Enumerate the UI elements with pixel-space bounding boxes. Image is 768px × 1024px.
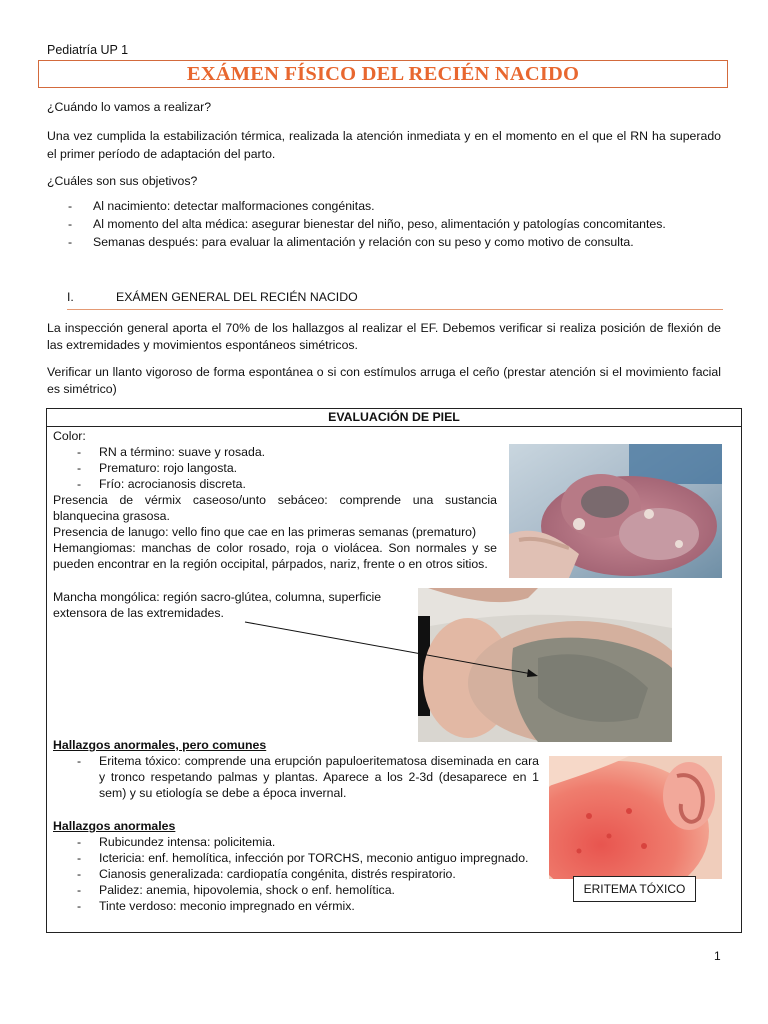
section-paragraph-2: Verificar un llanto vigoroso de forma espontánea o si con estímulos arruga el ceño (prestar atención si el movimiento facial es simétrico)	[47, 365, 721, 396]
list-item: - Semanas después: para evaluar la alimentación y relación con su peso y como motivo de consulta.	[68, 235, 634, 249]
list-item: - Al nacimiento: detectar malformaciones congénitas.	[68, 199, 375, 213]
newborn-vernix-photo	[509, 444, 722, 578]
question-objectives: ¿Cuáles son sus objetivos?	[47, 174, 198, 188]
section-paragraph-1: La inspección general aporta el 70% de los hallazgos al realizar el EF. Debemos verificar si realiza posición de flexión de las extremidades y movimientos espontáneos simétricos.	[47, 321, 721, 352]
list-item: - Prematuro: rojo langosta.	[77, 461, 238, 475]
color-label: Color:	[53, 429, 86, 443]
color-list	[53, 444, 513, 492]
list-item: - Ictericia: enf. hemolítica, infección por TORCHS, meconio antiguo impregnado.	[77, 851, 529, 865]
page-number: 1	[714, 949, 721, 963]
section-title: EXÁMEN GENERAL DEL RECIÉN NACIDO	[116, 290, 358, 304]
list-item: - Frío: acrocianosis discreta.	[77, 477, 246, 491]
abnormal-findings-title: Hallazgos anormales	[53, 819, 176, 833]
lanugo-text: Presencia de lanugo: vello fino que cae en las primeras semanas (prematuro)	[53, 525, 477, 539]
common-findings-title: Hallazgos anormales, pero comunes	[53, 738, 267, 752]
hemangiomas-text: Hemangiomas: manchas de color rosado, roja o violácea. Son normales y se pueden encontrar en la región occipital, párpados, nariz, frente o en otros sitios.	[53, 541, 497, 571]
list-item: - Al momento del alta médica: asegurar bienestar del niño, peso, alimentación y patologías concomitantes.	[68, 217, 666, 231]
list-item: - Eritema tóxico: comprende una erupción papuloeritematosa diseminada en cara y tronco respetando palmas y plantas. Aparece a los 2-3d (desaparece en 1 sem) y su etiología se debe a época invernal.	[77, 754, 539, 800]
answer-when: Una vez cumplida la estabilización térmica, realizada la atención inmediata y en el momento en el que el RN ha superado el primer período de adaptación del parto.	[47, 129, 721, 161]
page-title: EXÁMEN FÍSICO DEL RECIÉN NACIDO	[38, 60, 728, 88]
header-label: Pediatría UP 1	[47, 43, 129, 57]
table-header: EVALUACIÓN DE PIEL	[47, 409, 741, 427]
section-number: I.	[67, 290, 74, 304]
list-item: - Rubicundez intensa: policitemia.	[77, 835, 276, 849]
list-item: - Tinte verdoso: meconio impregnado en vérmix.	[77, 899, 355, 913]
abnormal-findings-list	[53, 834, 539, 914]
list-item: - Palidez: anemia, hipovolemia, shock o enf. hemolítica.	[77, 883, 395, 897]
mongolica-text: Mancha mongólica: región sacro-glútea, columna, superficie extensora de las extremidades.	[53, 590, 382, 620]
common-findings-list	[53, 753, 539, 801]
section-heading	[67, 289, 723, 310]
list-item: - RN a término: suave y rosada.	[77, 445, 266, 459]
list-item: - Cianosis generalizada: cardiopatía congénita, distrés respiratorio.	[77, 867, 456, 881]
pointer-arrow	[240, 615, 550, 685]
photo-caption: ERITEMA TÓXICO	[573, 876, 696, 902]
objectives-list	[47, 198, 721, 252]
question-when: ¿Cuándo lo vamos a realizar?	[47, 100, 212, 114]
vermix-text: Presencia de vérmix caseoso/unto sebáceo: comprende una sustancia blanquecina grasosa.	[53, 493, 497, 523]
erythema-toxicum-photo	[549, 756, 722, 879]
